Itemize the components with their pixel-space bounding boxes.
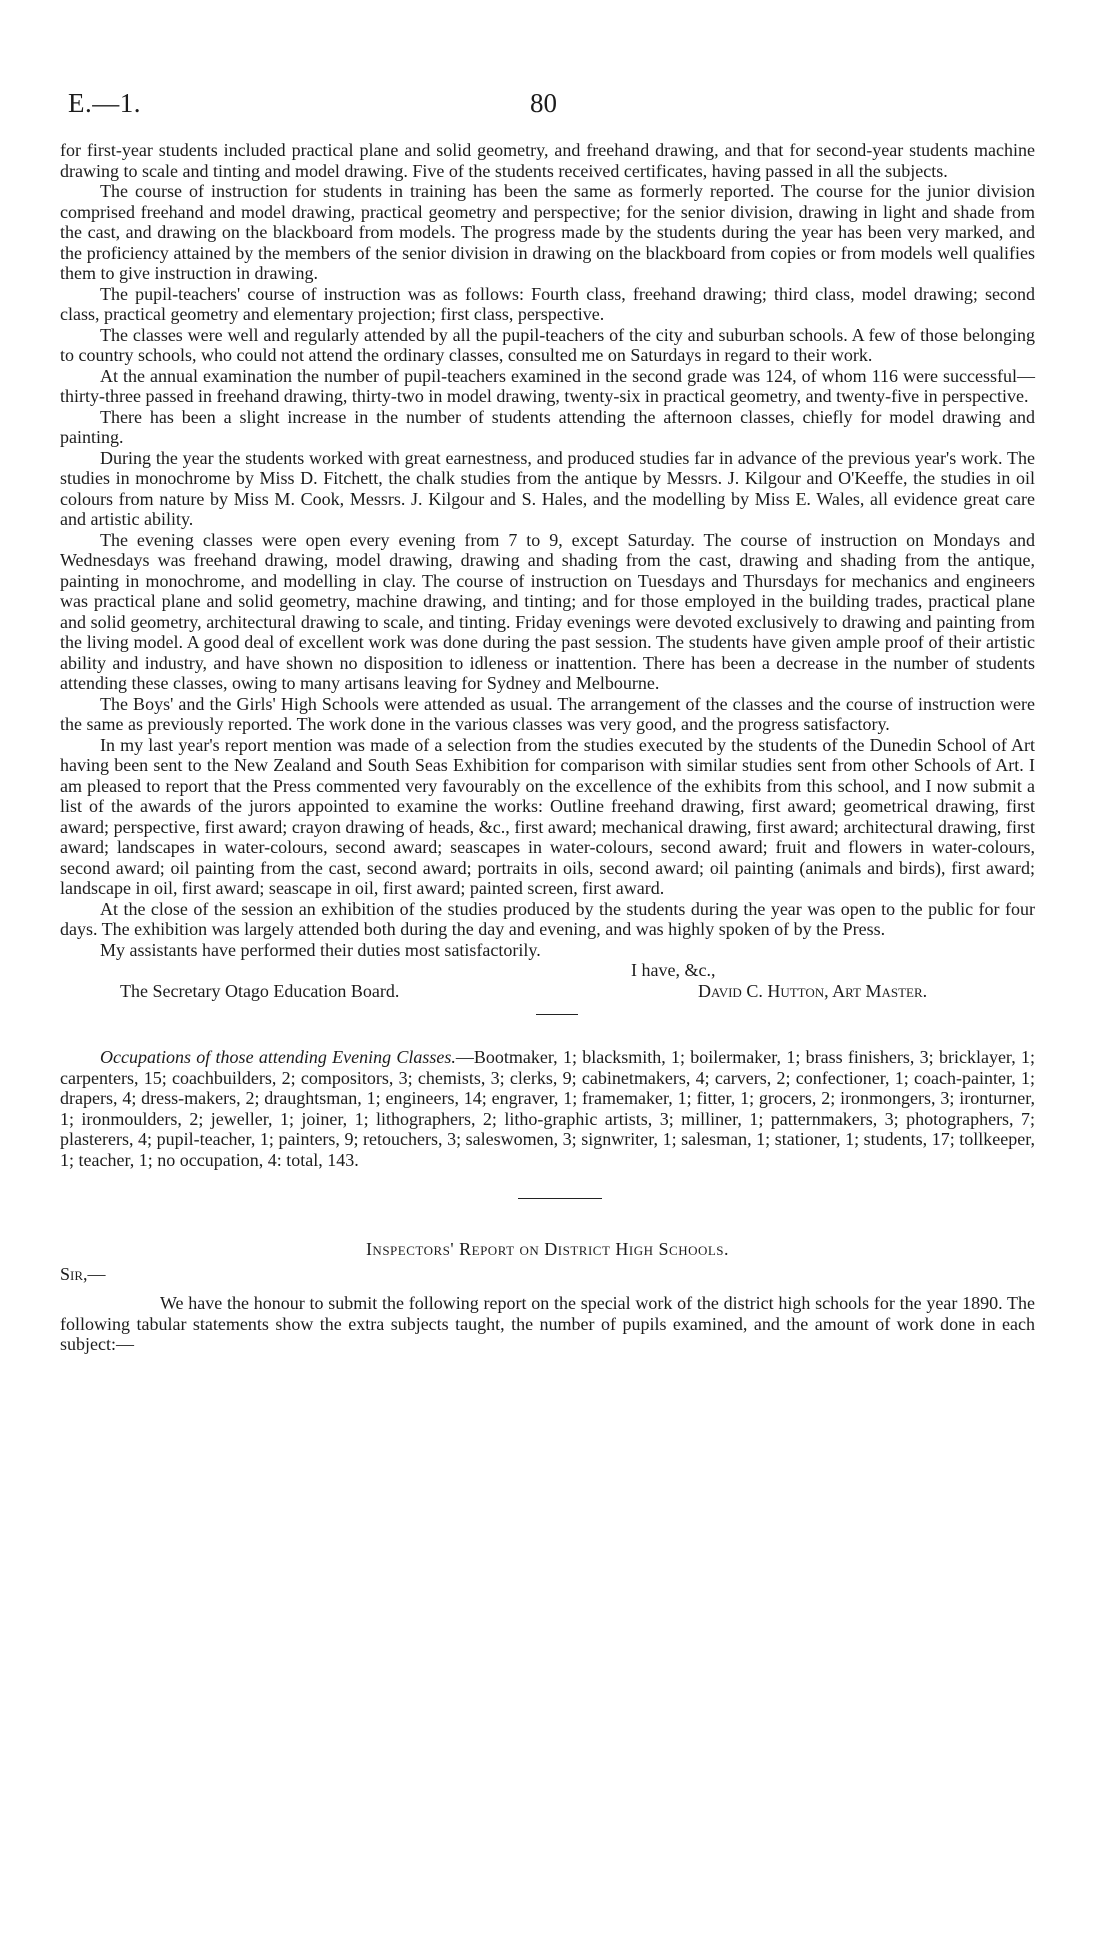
- paragraph: My assistants have performed their duties most satisfactorily.: [100, 939, 541, 960]
- section-divider: [536, 1014, 578, 1015]
- paragraph: During the year the students worked with great earnestness, and produced studies far in advance of the previous year's work. The studies in monochrome by Miss D. Fitchett, the chalk studies from the antique by Messrs. J. Kilgour and O'Keeffe, the studies in oil colours from nature by Miss M. Cook, Messrs. J. Kilgour and S. Hales, and the modelling by Miss E. Wales, all evidence great care and artistic ability.: [60, 447, 1035, 529]
- document-reference: E.—1.: [68, 88, 141, 118]
- paragraph: The classes were well and regularly attended by all the pupil-teachers of the city and suburban schools. A few of those belonging to country schools, who could not attend the ordinary classes, consulted me on Saturdays in regard to their work.: [60, 324, 1035, 365]
- occupations-heading: Occupations of those attending Evening Classes.: [100, 1047, 456, 1067]
- closing-formula: I have, &c.,: [631, 960, 716, 980]
- paragraph: for first-year students included practical plane and solid geometry, and freehand drawing, and that for second-year students machine drawing to scale and tinting and model drawing. Five of the students received certificates, having passed in all the subjects.: [60, 140, 1035, 181]
- paragraph: The course of instruction for students in training has been the same as formerly reported. The course for the junior division comprised freehand and model drawing, practical geometry and perspective; for the senior division, drawing in light and shade from the cast, and drawing on the blackboard from models. The progress made by the students during the year has been very marked, and the proficiency attained by the members of the senior division in drawing on the blackboard from copies or from models well qualifies them to give instruction in drawing.: [60, 181, 1035, 283]
- paragraph: The pupil-teachers' course of instruction was as follows: Fourth class, freehand drawing; third class, model drawing; second class, practical geometry and elementary projection; first class, perspective.: [60, 283, 1035, 324]
- paragraph: There has been a slight increase in the number of students attending the afternoon classes, chiefly for model drawing and painting.: [60, 406, 1035, 447]
- report-intro: [60, 1293, 1035, 1355]
- signature: David C. Hutton, Art Master.: [698, 981, 928, 1001]
- occupations-section: [60, 1047, 1035, 1170]
- page-header: [60, 0, 1035, 140]
- paragraph: The evening classes were open every evening from 7 to 9, except Saturday. The course of instruction on Mondays and Wednesdays was freehand drawing, model drawing, drawing and shading from the cast, drawing and shading from the antique, painting in monochrome, and modelling in clay. The course of instruction on Tuesdays and Thursdays for mechanics and engineers was practical plane and solid geometry, machine drawing, and tinting; and for those employed in the building trades, practical plane and solid geometry, architectural drawing to scale, and tinting. Friday evenings were devoted exclusively to drawing and painting from the living model. A good deal of excellent work was done during the past session. The students have given ample proof of their artistic ability and industry, and have shown no disposition to idleness or inattention. There has been a decrease in the number of students attending these classes, owing to many artisans leaving for Sydney and Melbourne.: [60, 529, 1035, 693]
- report-body: [60, 140, 1035, 960]
- salutation: Sir,—: [60, 1264, 106, 1284]
- document-page: [60, 0, 1035, 1355]
- paragraph: At the annual examination the number of pupil-teachers examined in the second grade was 124, of whom 116 were successful—thirty-three passed in freehand drawing, thirty-two in model drawing, twenty-six in practical geometry, and twenty-five in perspective.: [60, 365, 1035, 406]
- report-title: Inspectors' Report on District High Schools.: [365, 1239, 730, 1259]
- occupations-list: —Bootmaker, 1; blacksmith, 1; boilermaker, 1; brass finishers, 3; bricklayer, 1; carpenters, 15; coachbuilders, 2; compositors, 3; chemists, 3; clerks, 9; cabinetmakers, 4; carvers, 2; confectioner, 1; coach-painter, 1; drapers, 4; dress-makers, 2; draughtsman, 1; engineers, 14; engraver, 1; framemaker, 1; fitter, 1; grocers, 2; ironmongers, 3; ironturner, 1; ironmoulders, 2; jeweller, 1; joiner, 1; lithographers, 2; litho-graphic artists, 3; milliner, 1; patternmakers, 3; photographers, 7; plasterers, 4; pupil-teacher, 1; painters, 9; retouchers, 3; saleswomen, 3; signwriter, 1; salesman, 1; stationer, 1; students, 17; tollkeeper, 1; teacher, 1; no occupation, 4: total, 143.: [60, 1047, 1035, 1170]
- page-number: 80: [530, 88, 557, 118]
- paragraph: We have the honour to submit the following report on the special work of the district high schools for the year 1890. The following tabular statements show the extra subjects taught, the number of pupils examined, and the amount of work done in each subject:—: [60, 1293, 1035, 1354]
- paragraph: At the close of the session an exhibition of the studies produced by the students during the year was open to the public for four days. The exhibition was largely attended both during the day and evening, and was highly spoken of by the Press.: [60, 898, 1035, 939]
- addressee: The Secretary Otago Education Board.: [120, 981, 400, 1001]
- paragraph: In my last year's report mention was made of a selection from the studies executed by the students of the Dunedin School of Art having been sent to the New Zealand and South Seas Exhibition for comparison with similar studies sent from other Schools of Art. I am pleased to report that the Press commented very favourably on the excellence of the exhibits from this school, and I now submit a list of the awards of the jurors appointed to examine the works: Outline freehand drawing, first award; geometrical drawing, first award; perspective, first award; crayon drawing of heads, &c., first award; mechanical drawing, first award; architectural drawing, first award; landscapes in water-colours, second award; seascapes in water-colours, second award; fruit and flowers in water-colours, second award; oil painting from the cast, second award; portraits in oils, second award; oil painting (animals and birds), first award; landscape in oil, first award; seascape in oil, first award; painted screen, first award.: [60, 734, 1035, 898]
- section-divider: [518, 1198, 602, 1199]
- letter-closing: [60, 960, 1035, 1002]
- paragraph: The Boys' and the Girls' High Schools were attended as usual. The arrangement of the classes and the course of instruction were the same as previously reported. The work done in the various classes was very good, and the progress satisfactory.: [60, 693, 1035, 734]
- occupations-paragraph: [60, 1047, 1035, 1170]
